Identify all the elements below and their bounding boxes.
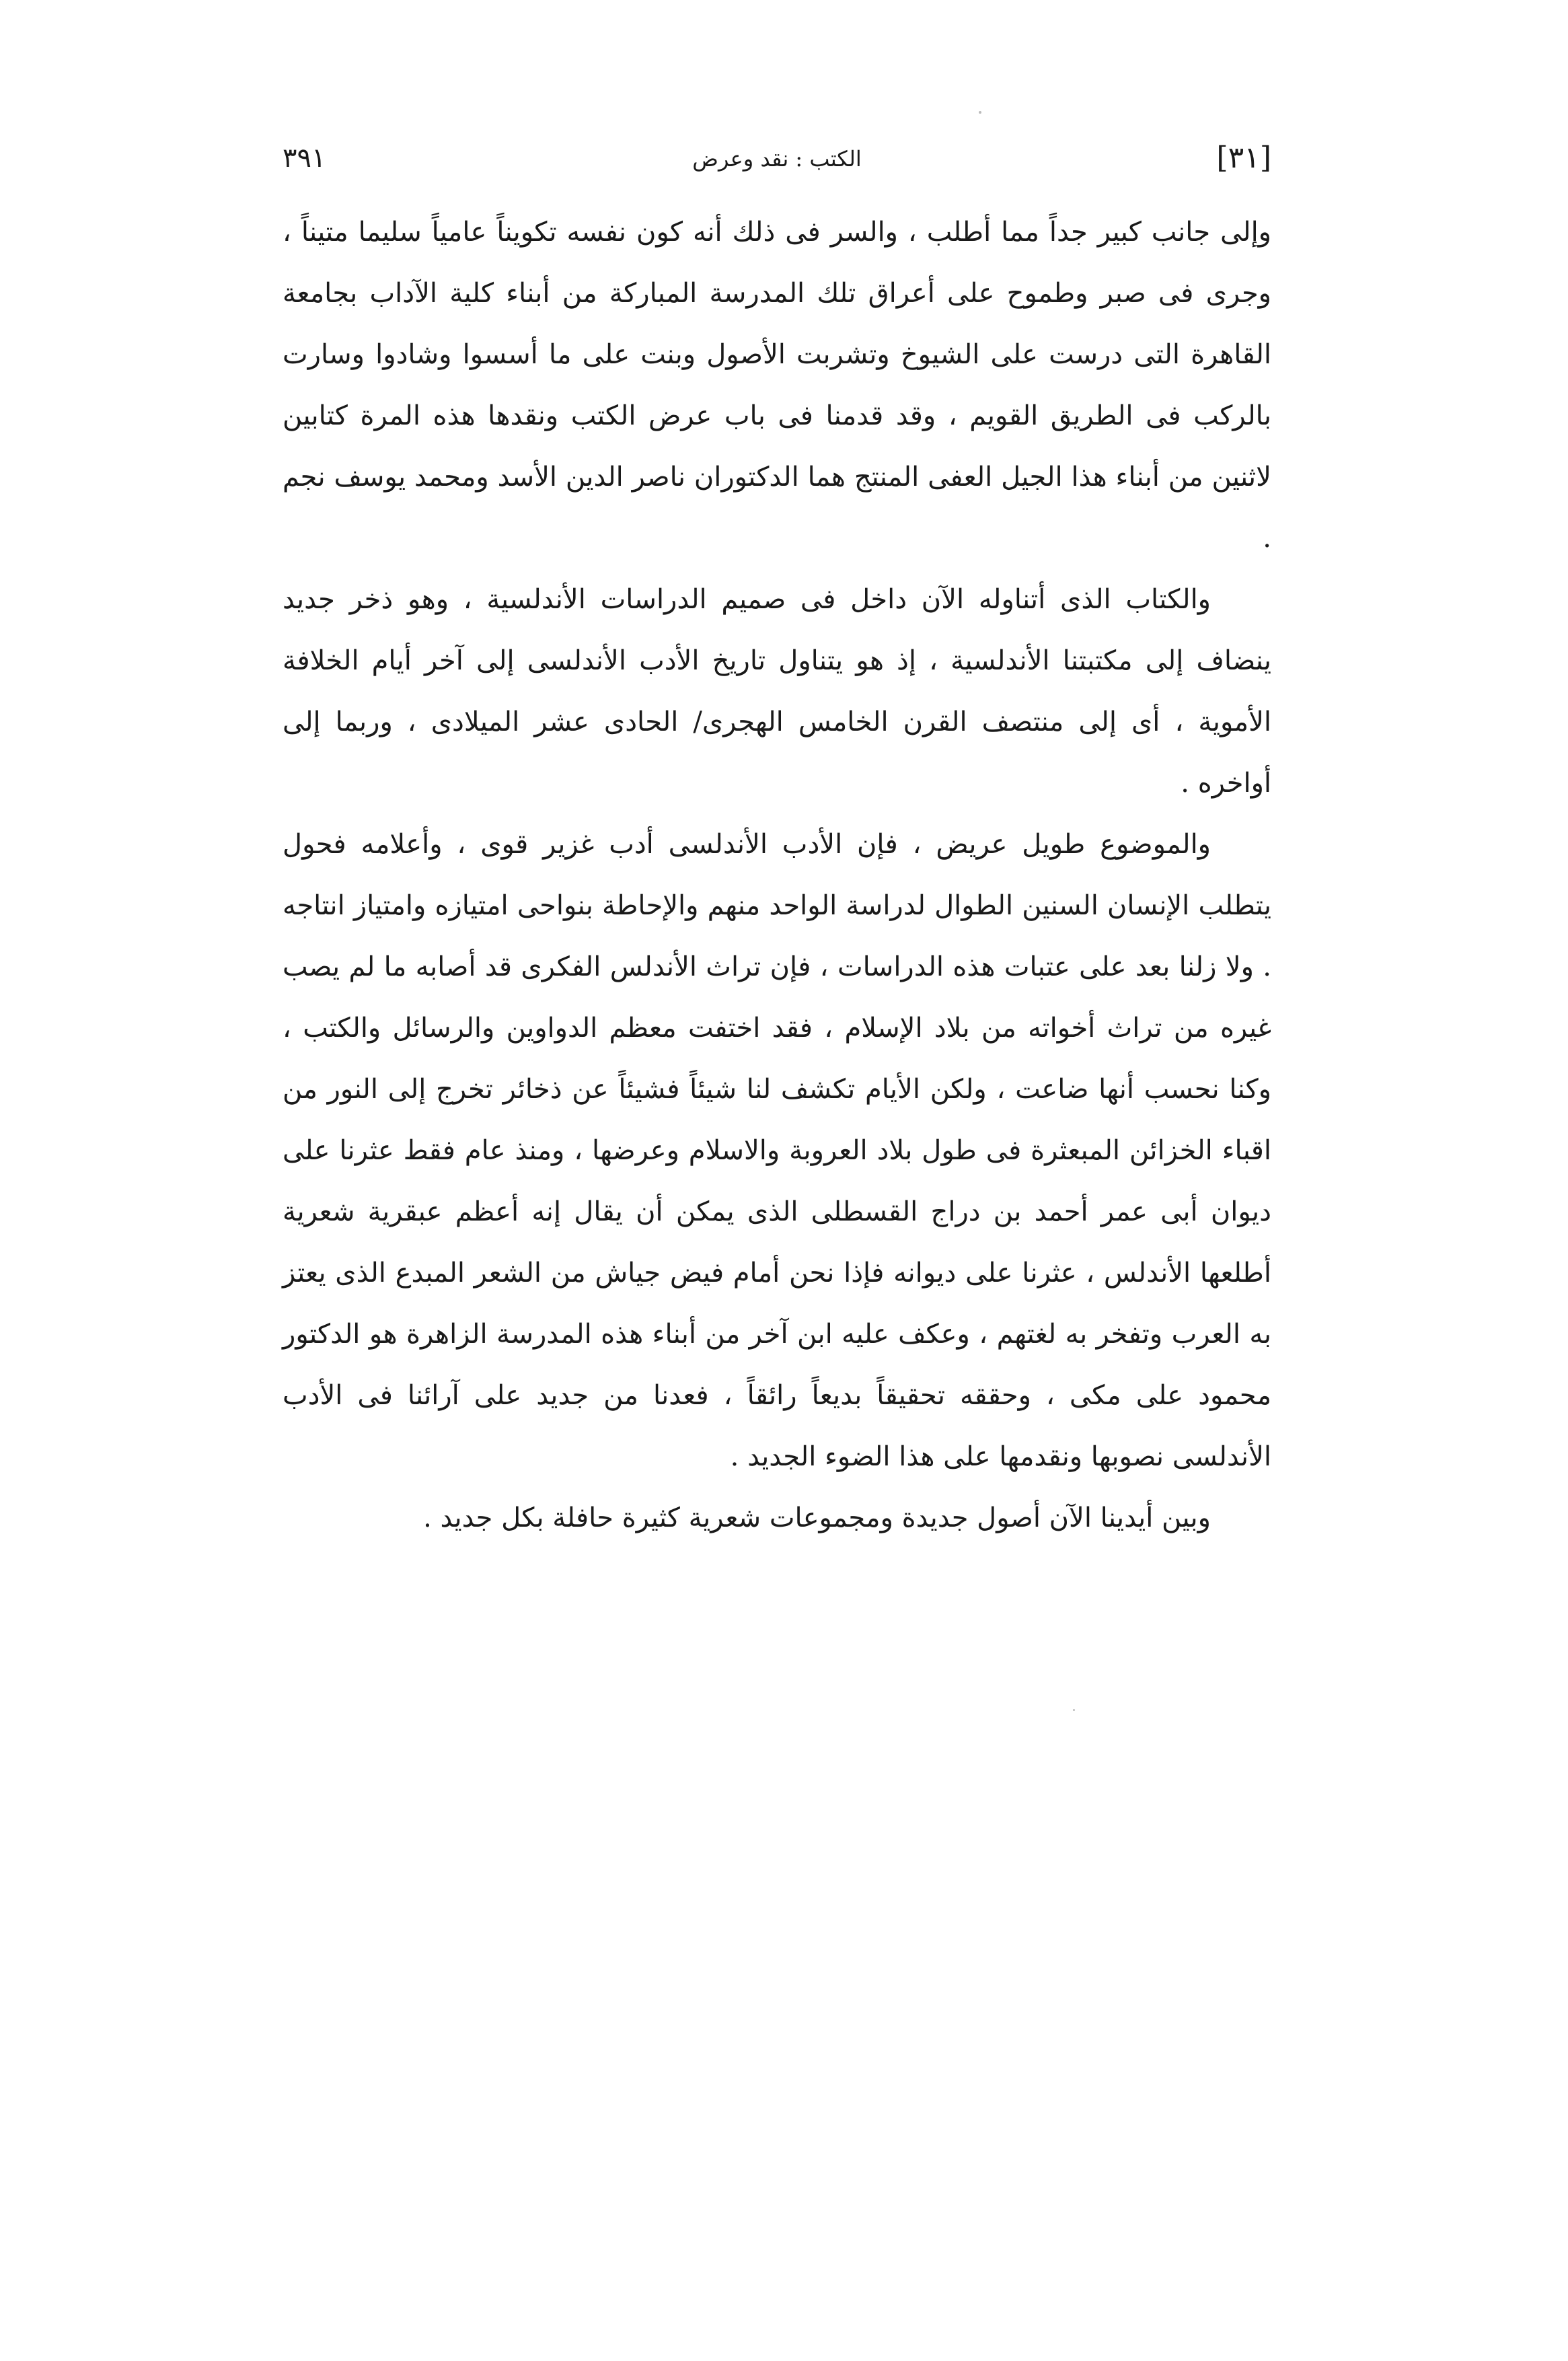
paragraph-4: وبين أيدينا الآن أصول جديدة ومجموعات شعرية كثيرة حافلة بكل جديد . xyxy=(423,1502,1211,1533)
page-header xyxy=(283,138,1271,192)
scan-speck xyxy=(979,111,981,114)
page-number: ٣٩١ xyxy=(283,143,326,174)
running-title: الكتب : نقد وعرض xyxy=(692,146,862,172)
scan-speck xyxy=(1073,1709,1075,1711)
section-number: [٣١] xyxy=(1216,141,1271,175)
paragraph-2: والكتاب الذى أتناوله الآن داخل فى صميم الدراسات الأندلسية ، وهو ذخر جديد ينضاف إلى مكتبتنا الأندلسية ، إذ هو يتناول تاريخ الأدب الأندلسى إلى آخر أيام الخلافة الأموية ، أى إلى منتصف القرن الخامس الهجرى/ الحادى عشر الميلادى ، وربما إلى أواخره . xyxy=(283,584,1271,799)
body-text xyxy=(283,202,1271,1549)
paragraph-1: وإلى جانب كبير جداً مما أطلب ، والسر فى ذلك أنه كون نفسه تكويناً عامياً سليما متيناً ، وجرى فى صبر وطموح على أعراق تلك المدرسة المباركة من أبناء كلية الآداب بجامعة القاهرة التى درست على الشيوخ وتشربت الأصول وبنت على ما أسسوا وشادوا وسارت بالركب فى الطريق القويم ، وقد قدمنا فى باب عرض الكتب ونقدها هذه المرة كتابين لاثنين من أبناء هذا الجيل العفى المنتج هما الدكتوران ناصر الدين الأسد ومحمد يوسف نجم . xyxy=(283,217,1272,554)
paragraph-3: والموضوع طويل عريض ، فإن الأدب الأندلسى أدب غزير قوى ، وأعلامه فحول يتطلب الإنسان السنين الطوال لدراسة الواحد منهم والإحاطة بنواحى امتيازه وامتياز انتاجه . ولا زلنا بعد على عتبات هذه الدراسات ، فإن تراث الأندلس الفكرى قد أصابه ما لم يصب غيره من تراث أخواته من بلاد الإسلام ، فقد اختفت معظم الدواوين والرسائل والكتب ، وكنا نحسب أنها ضاعت ، ولكن الأيام تكشف لنا شيئاً فشيئاً عن ذخائر تخرج إلى النور من اقباء الخزائن المبعثرة فى طول بلاد العروبة والاسلام وعرضها ، ومنذ عام فقط عثرنا على ديوان أبى عمر أحمد بن دراج القسطلى الذى يمكن أن يقال إنه أعظم عبقرية شعرية أطلعها الأندلس ، عثرنا على ديوانه فإذا نحن أمام فيض جياش من الشعر المبدع الذى يعتز به العرب وتفخر به لغتهم ، وعكف عليه ابن آخر من أبناء هذه المدرسة الزاهرة هو الدكتور محمود على مكى ، وحققه تحقيقاً بديعاً رائقاً ، فعدنا من جديد على آرائنا فى الأدب الأندلسى نصوبها ونقدمها على هذا الضوء الجديد . xyxy=(283,829,1272,1472)
